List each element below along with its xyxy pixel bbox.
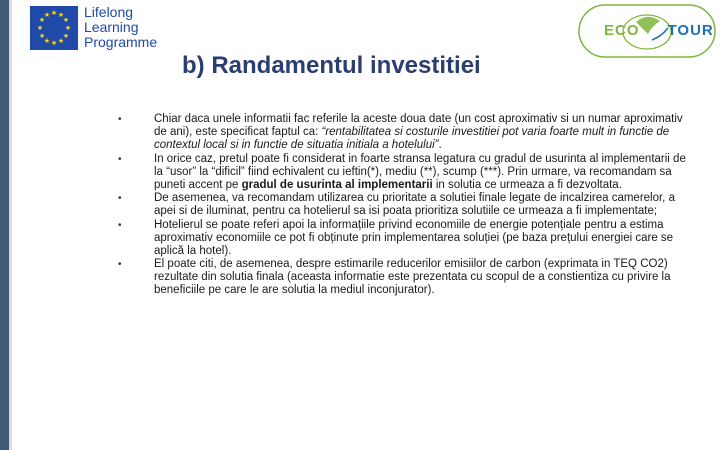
bullet-2-text: In orice caz, pretul poate fi considerat in foarte stransa legatura cu gradul de usurinta al implementarii de la “usor” la “dificil” fiind echivalent cu ieftin(*), mediu (**), scump (***). Prin urmare, va recomandam sa puneti accent pe (154, 152, 686, 191)
bullet-dot-icon: • (118, 219, 122, 231)
lifelong-learning-programme-logo (30, 2, 170, 54)
llp-line-3: Programme (84, 34, 158, 50)
svg-text:★: ★ (57, 11, 65, 19)
svg-text:★: ★ (50, 9, 58, 17)
bullet-1-text: Chiar daca unele informatii fac referile la aceste doua date (un cost aproximativ si un numar aproximativ de ani), este specificat faptul ca: (154, 113, 683, 138)
ecotour-tour-text: TOUR (667, 22, 714, 39)
svg-text:★: ★ (57, 37, 65, 45)
left-side-bar (0, 0, 9, 450)
svg-text:★: ★ (50, 39, 58, 47)
ecotour-wordmark (604, 22, 714, 39)
bullet-2-emphasis: gradul de usurinta al implementarii (241, 178, 433, 191)
bullet-dot-icon: • (118, 193, 122, 204)
bullet-4-text: Hotelierul se poate referi apoi la informațiile privind economiile de energie potențiale pentru a estima aproximativ economiile ce pot fi obținute prin implementarea soluției (pe baza prețului energiei care se aplică la hotel). (154, 218, 674, 257)
page-title: b) Randamentul investitiei (182, 52, 481, 79)
svg-text:★: ★ (62, 32, 70, 40)
bullet-item-1 (118, 113, 688, 152)
bullet-2-end: in solutia ce urmeaza a fi dezvoltata. (432, 178, 622, 191)
svg-text:★: ★ (62, 16, 70, 24)
llp-line-2: Learning (84, 19, 139, 35)
llp-line-1: Lifelong (84, 4, 134, 20)
bullet-dot-icon: • (118, 114, 122, 125)
bullet-item-5 (118, 258, 688, 297)
bullet-3-text: De asemenea, va recomandam utilizarea cu prioritate a solutiei finale legate de incalzirea camerelor, a apei si de iluminat, pentru ca hotelierul sa isi poata prioritiza solutiile ce urmeaza a fi implementate; (154, 192, 675, 217)
eu-flag-icon (30, 6, 78, 50)
ecotour-logo (578, 2, 716, 60)
ecotour-eco-text: ECO (604, 22, 640, 39)
svg-text:★: ★ (38, 16, 46, 24)
svg-text:★: ★ (43, 37, 51, 45)
bullet-1-end: . (438, 139, 442, 151)
llp-wordmark (84, 5, 184, 50)
bullet-list (118, 113, 688, 298)
eu-stars-icon (30, 6, 78, 50)
bullet-item-3 (118, 192, 688, 218)
svg-text:★: ★ (36, 24, 44, 32)
svg-text:★: ★ (64, 24, 72, 32)
bullet-dot-icon: • (118, 153, 122, 165)
bullet-item-4 (118, 219, 688, 258)
left-side-bar-accent (9, 0, 12, 450)
svg-text:★: ★ (38, 32, 46, 40)
bullet-5-text: El poate citi, de asemenea, despre estimarile reducerilor emisiilor de carbon (exprimata in TEQ CO2) rezultate din solutia finala (aceasta informatie este prezentata cu scopul de a constientiza cu privire la beneficiile pe care le are solutia la mediul inconjurator). (154, 258, 671, 296)
svg-text:★: ★ (43, 11, 51, 19)
bullet-item-2 (118, 153, 688, 192)
bullet-1-quote: “rentabilitatea si costurile investitiei pot varia foarte mult in functie de contextul local si in functie de situatia initiala a hotelului” (154, 126, 670, 151)
bullet-dot-icon: • (118, 259, 122, 270)
